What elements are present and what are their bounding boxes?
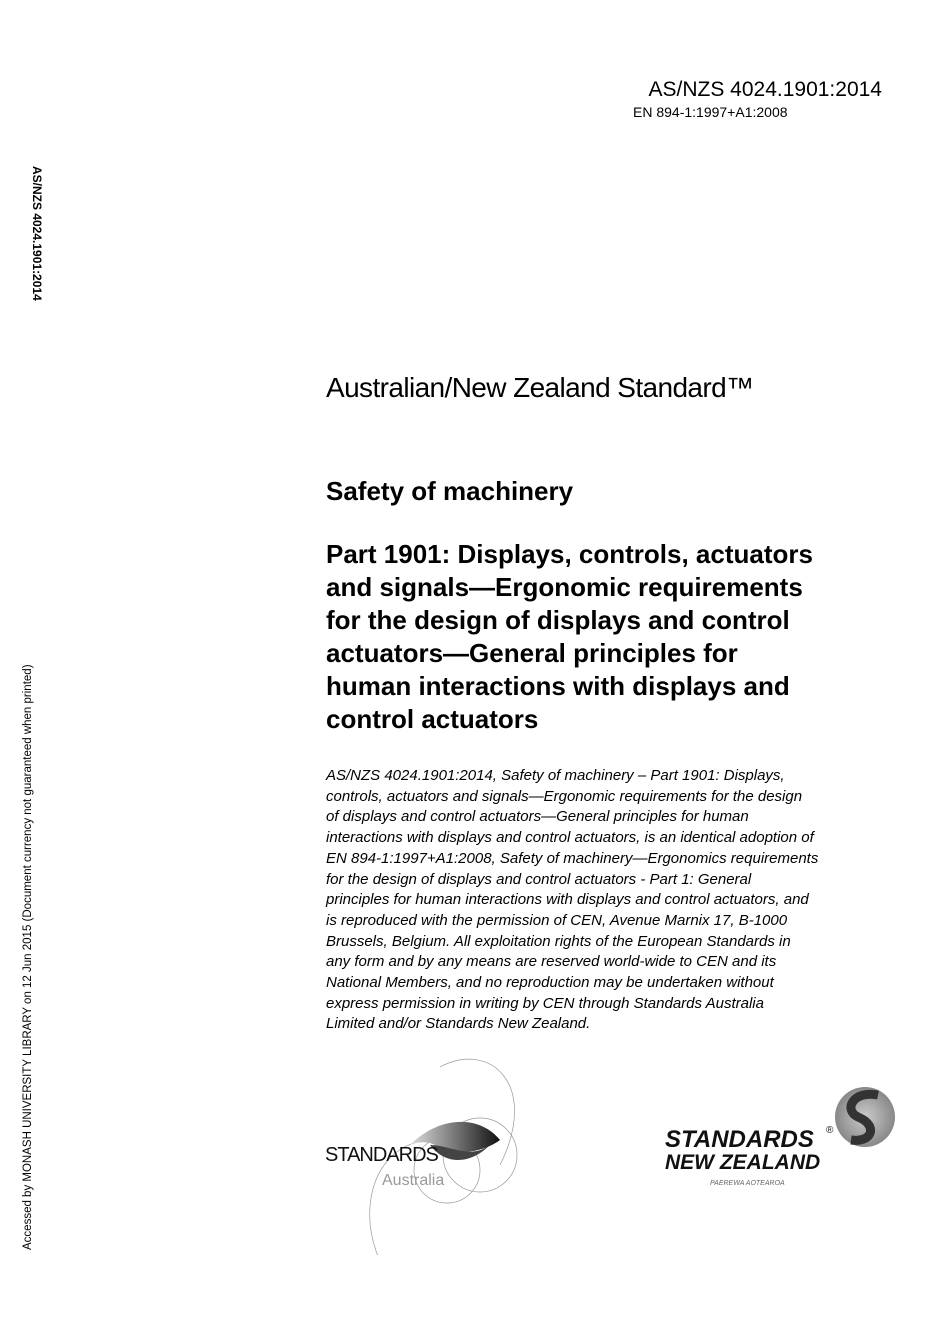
sa-logo-line1: STANDARDS bbox=[325, 1144, 438, 1166]
sa-logo-line2: Australia bbox=[382, 1172, 445, 1189]
description-line: EN 894-1:1997+A1:2008, Safety of machinery—Ergonomics requirements bbox=[326, 849, 819, 867]
standards-australia-logo bbox=[320, 1045, 540, 1255]
description-line: for the design of displays and control actuators - Part 1: General bbox=[326, 870, 752, 888]
description-line: AS/NZS 4024.1901:2014, Safety of machinery – Part 1901: Displays, bbox=[326, 767, 785, 784]
snz-registered-mark: ® bbox=[826, 1125, 834, 1136]
snz-logo-line3: PAEREWA AOTEAROA bbox=[710, 1180, 785, 1187]
description bbox=[326, 766, 818, 1035]
snz-logo-line1: STANDARDS bbox=[665, 1126, 814, 1153]
description-line: controls, actuators and signals—Ergonomic requirements for the design bbox=[326, 787, 803, 805]
document-title: Safety of machinery bbox=[326, 476, 574, 506]
access-notice: Accessed by MONASH UNIVERSITY LIBRARY on 12 Jun 2015 (Document currency not guaranteed when printed) bbox=[22, 664, 34, 1250]
description-line: principles for human interactions with displays and control actuators, and bbox=[326, 891, 809, 909]
description-line: Limited and/or Standards New Zealand. bbox=[326, 1015, 591, 1033]
description-line: is reproduced with the permission of CEN, Avenue Marnix 17, B-1000 bbox=[326, 911, 788, 929]
snz-logo-line2: NEW ZEALAND bbox=[665, 1151, 821, 1174]
part-title-line: control actuators bbox=[326, 704, 539, 734]
equivalent-standard: EN 894-1:1997+A1:2008 bbox=[633, 104, 788, 120]
description-line: any form and by any means are reserved world-wide to CEN and its bbox=[326, 953, 777, 971]
part-title-line: human interactions with displays and bbox=[326, 671, 790, 701]
description-line: of displays and control actuators—General principles for human bbox=[326, 808, 749, 826]
description-line: express permission in writing by CEN through Standards Australia bbox=[326, 994, 764, 1012]
description-line: Brussels, Belgium. All exploitation rights of the European Standards in bbox=[326, 932, 791, 950]
standard-number: AS/NZS 4024.1901:2014 bbox=[648, 78, 882, 101]
part-title-line: actuators—General principles for bbox=[326, 638, 738, 668]
part-title bbox=[326, 538, 813, 736]
spine-standard-number: AS/NZS 4024.1901:2014 bbox=[30, 166, 44, 301]
part-title-line: and signals—Ergonomic requirements bbox=[326, 572, 803, 602]
part-title-line: Part 1901: Displays, controls, actuators bbox=[326, 539, 813, 569]
part-title-line: for the design of displays and control bbox=[326, 605, 790, 635]
series-title: Australian/New Zealand Standard™ bbox=[326, 372, 754, 403]
description-line: National Members, and no reproduction may be undertaken without bbox=[326, 974, 774, 992]
standards-new-zealand-logo bbox=[660, 1085, 900, 1195]
description-line: interactions with displays and control actuators, is an identical adoption of bbox=[326, 829, 814, 847]
